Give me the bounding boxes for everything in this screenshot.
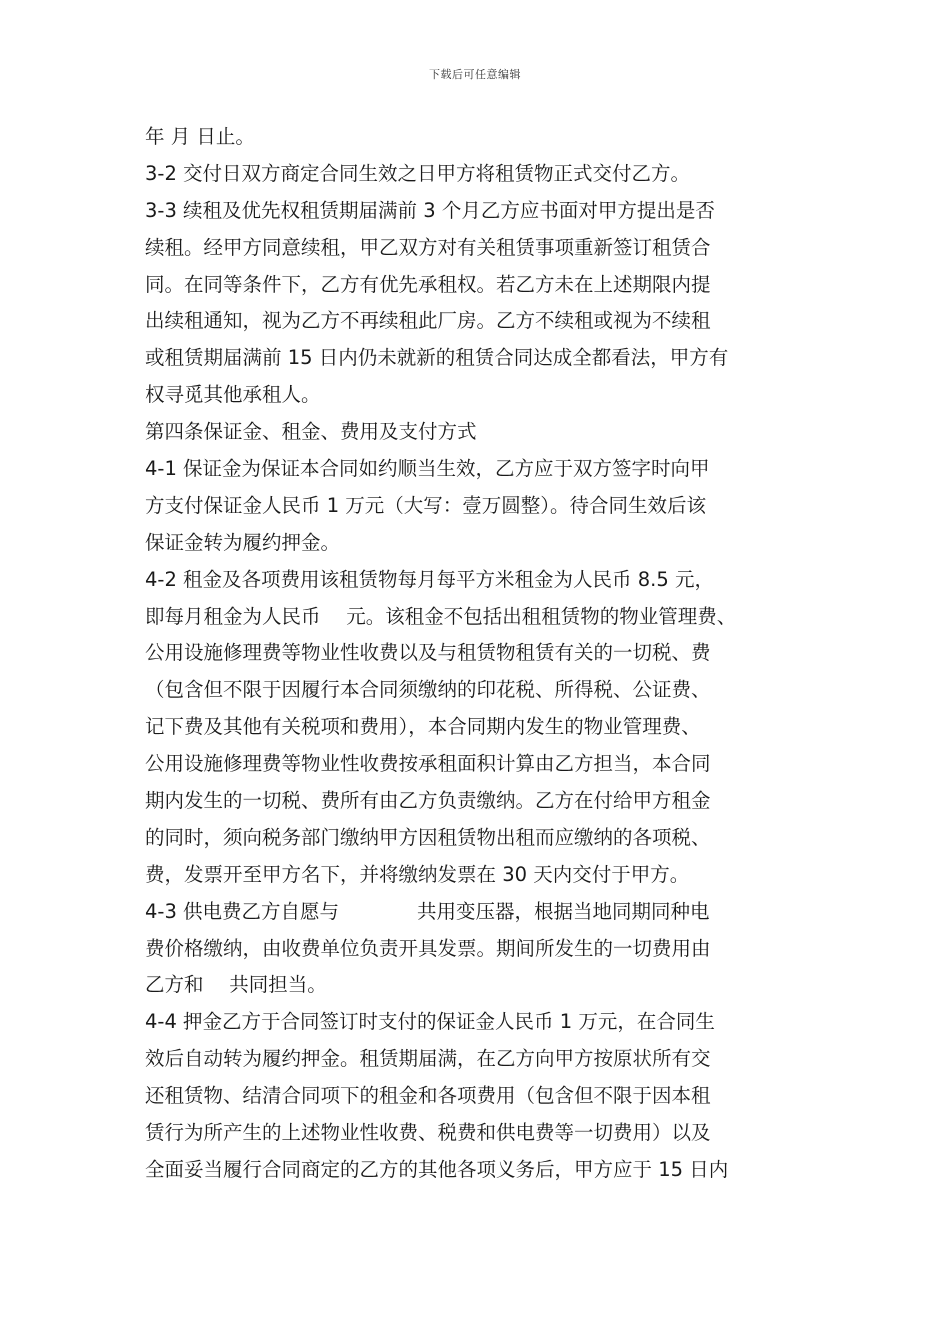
text-line: 出续租通知，视为乙方不再续租此厂房。乙方不续租或视为不续租 — [145, 309, 711, 333]
text-line: 公用设施修理费等物业性收费以及与租赁物租赁有关的一切税、费 — [145, 641, 711, 665]
text-line: 年 月 日止。 — [145, 125, 255, 148]
text-line: 3-3 续租及优先权租赁期届满前 3 个月乙方应书面对甲方提出是否 — [145, 198, 715, 222]
text-line: 费，发票开至甲方名下，并将缴纳发票在 30 天内交付于甲方。 — [145, 862, 690, 886]
text-line: 效后自动转为履约押金。租赁期届满，在乙方向甲方按原状所有交 — [145, 1047, 711, 1071]
text-line: 赁行为所产生的上述物业性收费、税费和供电费等一切费用）以及 — [145, 1121, 711, 1145]
text-line: 4-1 保证金为保证本合同如约顺当生效，乙方应于双方签字时向甲 — [145, 457, 710, 481]
text-line: 或租赁期届满前 15 日内仍未就新的租赁合同达成全都看法，甲方有 — [145, 346, 729, 370]
text-line: 费价格缴纳，由收费单位负责开具发票。期间所发生的一切费用由 — [145, 936, 711, 960]
text-line: 方支付保证金人民币 1 万元（大写：壹万圆整）。待合同生效后该 — [145, 493, 707, 517]
text-line: 4-4 押金乙方于合同签订时支付的保证金人民币 1 万元，在合同生 — [145, 1010, 715, 1034]
text-line: 权寻觅其他承租人。 — [145, 383, 321, 407]
text-line: 续租。经甲方同意续租，甲乙双方对有关租赁事项重新签订租赁合 — [145, 235, 711, 259]
page-header: 下载后可任意编辑 — [429, 68, 521, 81]
text-line: 4-2 租金及各项费用该租赁物每月每平方米租金为人民币 8.5 元， — [145, 567, 714, 591]
text-line: 乙方和 共同担当。 — [145, 973, 327, 997]
text-line: 即每月租金为人民币 元。该租金不包括出租租赁物的物业管理费、 — [145, 604, 737, 628]
section-heading: 第四条保证金、租金、费用及支付方式 — [145, 420, 477, 444]
text-line: （包含但不限于因履行本合同须缴纳的印花税、所得税、公证费、 — [145, 678, 711, 702]
text-line: 全面妥当履行合同商定的乙方的其他各项义务后，甲方应于 15 日内 — [145, 1157, 729, 1181]
text-line: 记下费及其他有关税项和费用），本合同期内发生的物业管理费、 — [145, 715, 701, 739]
text-line: 的同时，须向税务部门缴纳甲方因租赁物出租而应缴纳的各项税、 — [145, 825, 711, 849]
text-line: 还租赁物、结清合同项下的租金和各项费用（包含但不限于因本租 — [145, 1084, 711, 1108]
text-line: 4-3 供电费乙方自愿与 共用变压器，根据当地同期同种电 — [145, 899, 710, 923]
text-line: 公用设施修理费等物业性收费按承租面积计算由乙方担当，本合同 — [145, 752, 711, 776]
document-body — [145, 119, 825, 1189]
text-line: 3-2 交付日双方商定合同生效之日甲方将租赁物正式交付乙方。 — [145, 161, 691, 185]
text-line: 期内发生的一切税、费所有由乙方负责缴纳。乙方在付给甲方租金 — [145, 789, 711, 813]
text-line: 保证金转为履约押金。 — [145, 530, 341, 554]
text-line: 同。在同等条件下，乙方有优先承租权。若乙方未在上述期限内提 — [145, 272, 711, 296]
